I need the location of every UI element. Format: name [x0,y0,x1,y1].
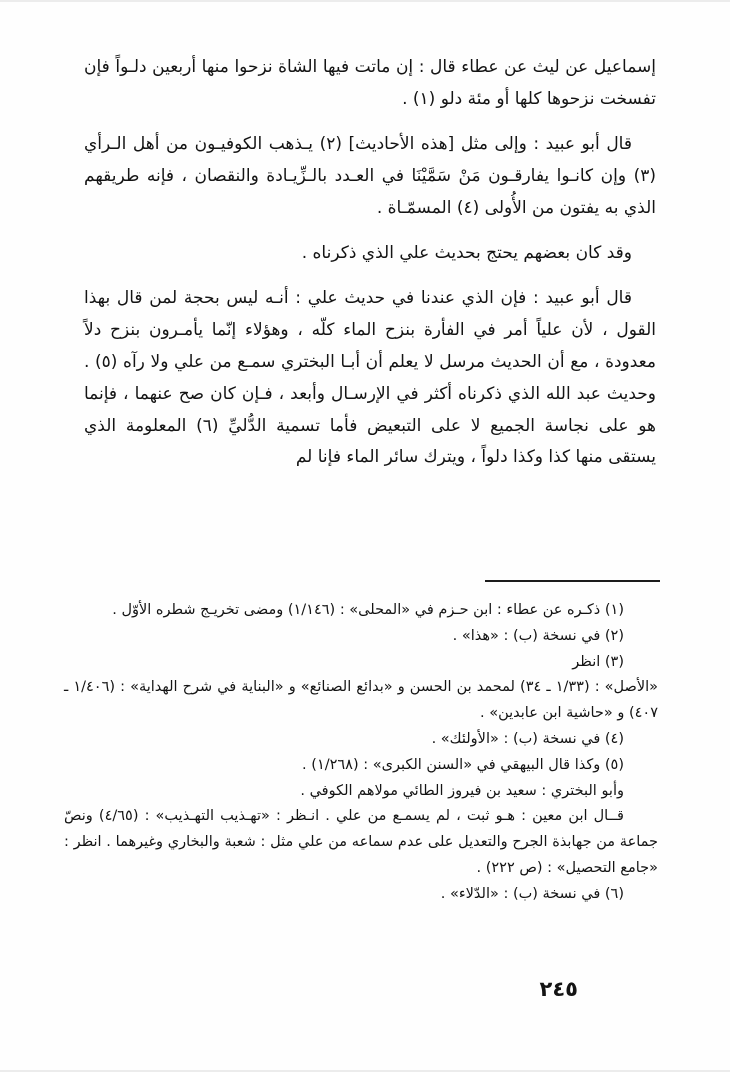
footnote-line: (٥) وكذا قال البيهقي في «السنن الكبرى» : (١/٢٦٨) . [302,756,624,773]
main-text-block [84,52,656,487]
footnote-line: (٤) في نسخة (ب) : «الأولئك» . [431,730,624,747]
footnote-line: وأبو البختري : سعيد بن فيروز الطائي مولاهم الكوفي . [300,782,624,799]
main-paragraph: قال أبو عبيد : فإن الذي عندنا في حديث علي : أنـه ليس بحجة لمن قال بهذا القول ، لأن علياً أمر في الفأرة بنزح الماء كلّه ، وهؤلاء إنّما يأمـرون بنزح دلاً معدودة ، مع أن الحديث مرسل لا يعلم أن أبـا البختري سمـع من علي ولا رآه (٥) . وحديث عبد الله الذي ذكرناه أكثر في الإرسـال وأبعد ، فـإن كان صح عنهما ، فإنما هو على نجاسة الجميع لا على التبعيض فأما تسمية الدُّليِّ (٦) المعلومة الذي يستقى منها كذا وكذا دلواً ، ويترك سائر الماء فإنا لم [84,287,656,468]
footnote-line: (٢) في نسخة (ب) : «هذا» . [452,627,624,644]
footnotes-block [64,598,658,908]
footnote-line: (٦) في نسخة (ب) : «الدّلاء» . [440,885,624,902]
footnote-line: (١) ذكـره عن عطاء : ابن حـزم في «المحلى» : (١/١٤٦) ومضى تخريـج شطره الأوّل . [112,602,624,618]
footnote-line: (٣) انظر [572,653,624,670]
main-paragraph: إسماعيل عن ليث عن عطاء قال : إن ماتت فيها الشاة نزحوا منها أربعين دلـواً فإن تفسخت نزحوها كلها أو مئة دلو (١) . [84,57,656,109]
footnote-line: «الأصل» : (١/٣٣ ـ ٣٤) لمحمد بن الحسن و «بدائع الصنائع» و «البناية في شرح الهداية» : (١/٤٠٦ ـ ٤٠٧) و «حاشية ابن عابدين» . [64,679,658,722]
footnote-separator-line [485,580,660,582]
footnote-line: قــال ابن معين : هـو ثبت ، لم يسمـع من علي . انـظر : «تهـذيب التهـذيب» : (٤/٦٥) ونصّ جماعة من جهابذة الجرح والتعديل على عدم سماعه من علي مثل : شعبة والبخاري وغيرهما . انظر : «جامع التحصيل» : (ص ٢٢٢) . [64,808,658,876]
main-paragraph: قال أبو عبيد : وإلى مثل [هذه الأحاديث] (٢) يـذهب الكوفيـون من أهل الـرأي (٣) وإن كانـوا يفارقـون مَنْ سَمَّيْنَا في العـدد بالـزِّيـادة والنقصان ، فإنه طريقهم الذي به يفتون من الأُولى (٤) المسمّـاة . [84,133,656,218]
main-paragraph: وقد كان بعضهم يحتج بحديث علي الذي ذكرناه . [301,242,632,263]
page-number: ٢٤٥ [539,977,578,1001]
